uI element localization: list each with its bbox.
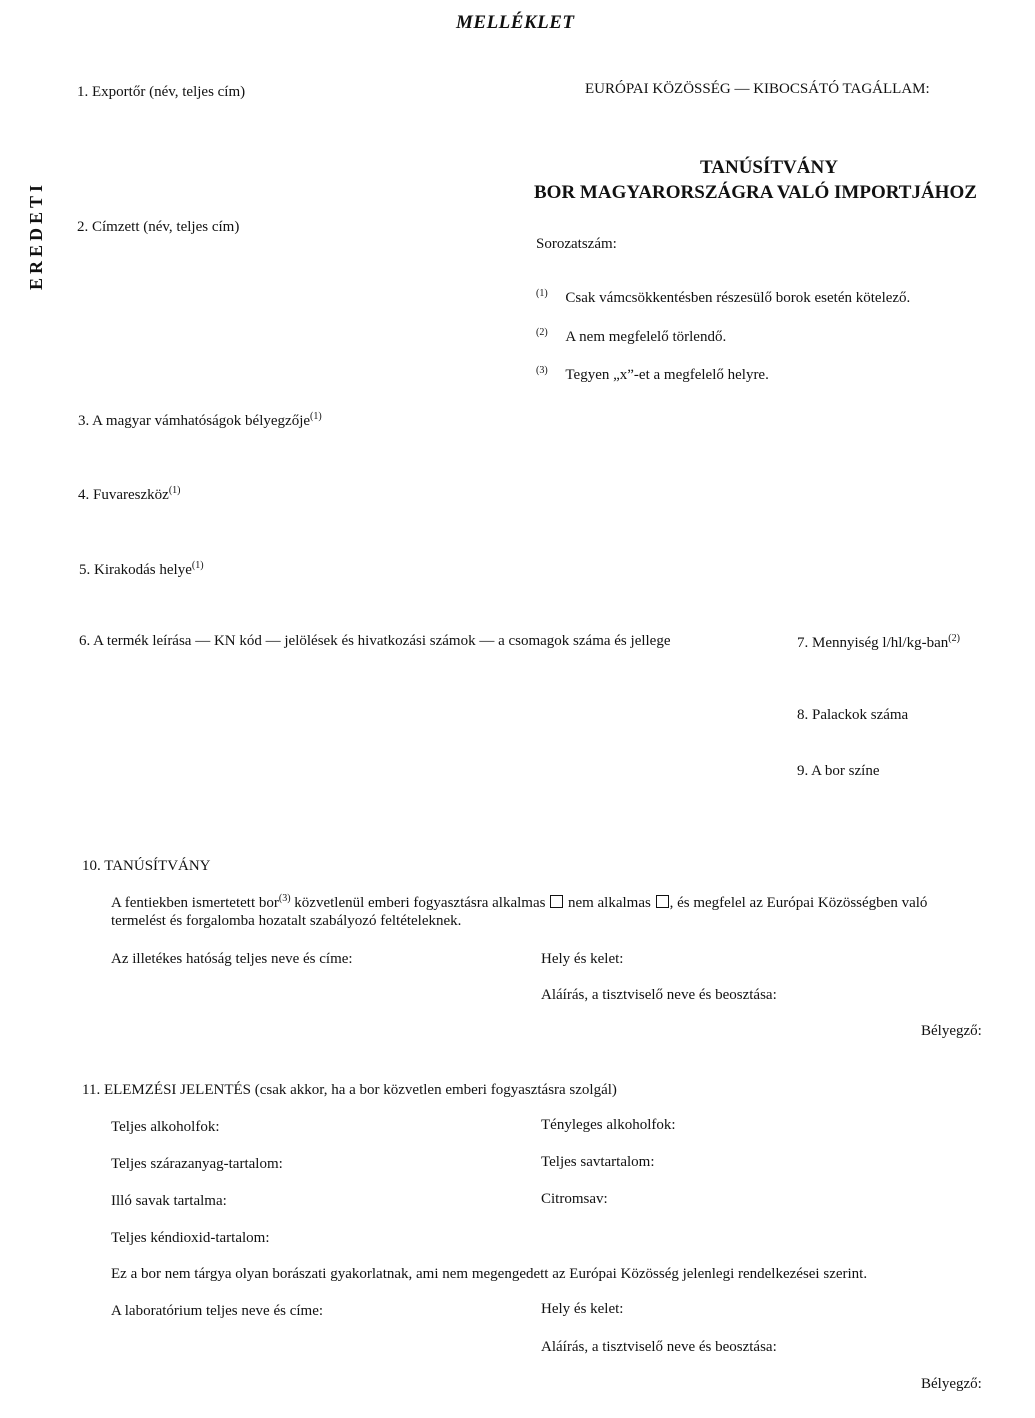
not-suitable-checkbox[interactable] [656, 895, 669, 908]
field-unloading-place [79, 560, 204, 579]
footnote-mark: (2) [536, 327, 548, 338]
field-product-description: 6. A termék leírása — KN kód — jelölések és hivatkozási számok — a csomagok száma és jellege [79, 633, 671, 649]
laboratory-label: A laboratórium teljes neve és címe: [111, 1303, 324, 1319]
citric-acid-label: Citromsav: [541, 1191, 608, 1207]
dry-extract-label: Teljes szárazanyag-tartalom: [111, 1156, 283, 1172]
field-customs-stamp [78, 411, 322, 430]
signature-label: Aláírás, a tisztviselő neve és beosztása: [541, 987, 777, 1003]
lab-signature-label: Aláírás, a tisztviselő neve és beosztása: [541, 1339, 777, 1355]
authority-label: Az illetékes hatóság teljes neve és címe: [111, 951, 353, 967]
sulphur-dioxide-label: Teljes kéndioxid-tartalom: [111, 1230, 270, 1246]
field-label: 4. Fuvareszköz [78, 487, 169, 503]
field-consignee: 2. Címzett (név, teljes cím) [77, 219, 240, 235]
field-label: 7. Mennyiség l/hl/kg-ban [797, 635, 949, 651]
lab-place-date-label: Hely és kelet: [541, 1301, 624, 1317]
footnote-mark: (3) [536, 365, 548, 376]
page-title: MELLÉKLET [456, 12, 575, 33]
footnote-ref: (3) [278, 893, 291, 904]
footnote-ref: (1) [168, 485, 181, 496]
field-wine-colour: 9. A bor színe [797, 763, 880, 779]
statement-text: közvetlenül emberi fogyasztásra alkalmas [290, 895, 550, 911]
serial-number-label: Sorozatszám: [536, 236, 617, 252]
footnote-ref: (1) [191, 560, 204, 571]
statement-text: A fentiekben ismertetett bor [111, 895, 279, 911]
field-label: 5. Kirakodás helye [79, 562, 192, 578]
footnote-text: Tegyen „x”-et a megfelelő helyre. [565, 367, 769, 383]
side-label-original: EREDETI [26, 180, 46, 290]
certificate-subtitle: BOR MAGYARORSZÁGRA VALÓ IMPORTJÁHOZ [534, 182, 977, 203]
certificate-title: TANÚSÍTVÁNY [700, 157, 838, 178]
footnote-ref: (1) [310, 411, 322, 422]
field-label: 3. A magyar vámhatóságok bélyegzője [78, 413, 311, 429]
issuer-header: EURÓPAI KÖZÖSSÉG — KIBOCSÁTÓ TAGÁLLAM: [585, 81, 930, 97]
suitable-checkbox[interactable] [550, 895, 563, 908]
field-transport [78, 485, 180, 504]
stamp-label: Bélyegző: [921, 1023, 982, 1039]
total-acidity-label: Teljes savtartalom: [541, 1154, 655, 1170]
actual-alcohol-label: Tényleges alkoholfok: [541, 1117, 676, 1133]
statement-text: , és megfelel az Európai Közösségben való [669, 895, 928, 911]
footnote-1 [536, 288, 910, 307]
field-quantity [797, 633, 960, 652]
section-10-heading: 10. TANÚSÍTVÁNY [82, 858, 211, 874]
footnote-2 [536, 327, 726, 346]
oenological-statement: Ez a bor nem tárgya olyan borászati gyakorlatnak, ami nem megengedett az Európai Közösség jelenlegi rendelkezései szerint. [111, 1266, 868, 1282]
footnote-text: A nem megfelelő törlendő. [565, 329, 727, 345]
statement-text: nem alkalmas [564, 895, 655, 911]
footnote-ref: (2) [948, 633, 960, 644]
total-alcohol-label: Teljes alkoholfok: [111, 1119, 220, 1135]
section-10-statement-line2: termelést és forgalomba hozatalt szabályozó feltételeknek. [111, 913, 462, 929]
section-11-heading: 11. ELEMZÉSI JELENTÉS (csak akkor, ha a bor közvetlen emberi fogyasztásra szolgál) [82, 1082, 617, 1098]
field-bottle-count: 8. Palackok száma [797, 707, 909, 723]
volatile-acids-label: Illó savak tartalma: [111, 1193, 227, 1209]
field-exporter: 1. Exportőr (név, teljes cím) [77, 84, 246, 100]
footnote-mark: (1) [536, 288, 548, 299]
section-10-statement [111, 893, 927, 912]
footnote-3 [536, 365, 769, 384]
lab-stamp-label: Bélyegző: [921, 1376, 982, 1392]
footnote-text: Csak vámcsökkentésben részesülő borok esetén kötelező. [565, 290, 911, 306]
place-date-label: Hely és kelet: [541, 951, 624, 967]
